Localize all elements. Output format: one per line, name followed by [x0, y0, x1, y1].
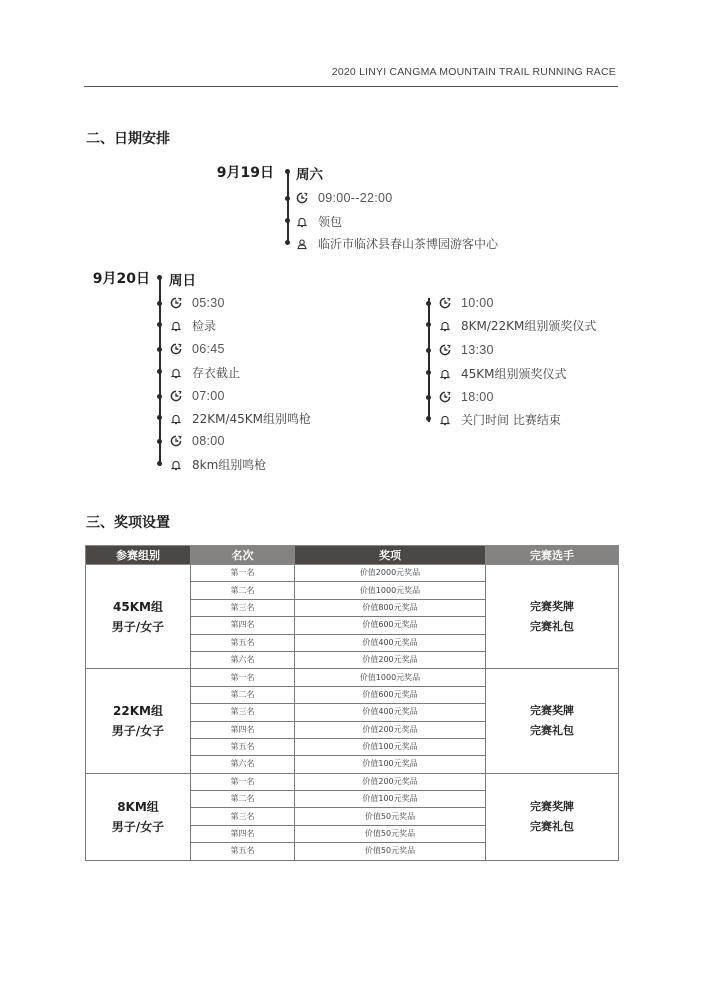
finisher-pack: 完赛礼包	[530, 724, 574, 738]
schedule-item-text: 临沂市临沭县春山茶博园游客中心	[318, 237, 499, 251]
timeline-dot	[426, 348, 431, 353]
rank-cell: 第三名	[191, 704, 295, 721]
prize-cell: 价值400元奖品	[295, 704, 486, 721]
day1-date: 9月19日	[216, 165, 274, 181]
clock-icon	[170, 297, 182, 309]
schedule-item-text: 13:30	[461, 343, 494, 357]
prize-cell: 价值800元奖品	[295, 599, 486, 616]
bell-icon	[439, 320, 451, 332]
schedule-item-text: 05:30	[192, 296, 225, 310]
schedule-item	[439, 390, 494, 404]
prize-cell: 价值2000元奖品	[295, 565, 486, 582]
finisher-pack: 完赛礼包	[530, 819, 574, 833]
schedule-item	[170, 364, 240, 381]
bell-icon	[170, 459, 182, 471]
header-divider	[84, 86, 618, 87]
awards-table	[85, 545, 619, 861]
rank-cell: 第二名	[191, 791, 295, 808]
day1-weekday: 周六	[296, 167, 323, 183]
table-row	[86, 565, 619, 582]
rank-cell: 第六名	[191, 756, 295, 773]
timeline-dot	[426, 370, 431, 375]
prize-cell: 价值100元奖品	[295, 791, 486, 808]
finisher-reward-cell	[486, 773, 619, 860]
schedule-item	[170, 456, 266, 473]
schedule-item	[170, 410, 311, 427]
schedule-item	[439, 365, 567, 382]
schedule-item-text: 检录	[192, 319, 217, 333]
finisher-medal: 完赛奖牌	[530, 704, 574, 718]
finisher-reward-cell	[486, 565, 619, 669]
schedule-item-text: 关门时间 比赛结束	[461, 413, 561, 427]
prize-cell: 价值100元奖品	[295, 756, 486, 773]
timeline-dot	[157, 347, 162, 352]
rank-cell: 第六名	[191, 651, 295, 668]
clock-icon	[439, 391, 451, 403]
bell-icon	[170, 413, 182, 425]
schedule-item	[170, 434, 225, 448]
rank-cell: 第五名	[191, 634, 295, 651]
column-header-rank: 名次	[191, 546, 295, 565]
rank-cell: 第一名	[191, 669, 295, 686]
group-distance: 22KM组	[113, 704, 163, 719]
group-gender: 男子/女子	[111, 619, 165, 634]
bell-icon	[170, 367, 182, 379]
rank-cell: 第四名	[191, 617, 295, 634]
awards-table-body	[86, 565, 619, 861]
prize-cell: 价值50元奖品	[295, 843, 486, 860]
finisher-medal: 完赛奖牌	[530, 799, 574, 813]
rank-cell: 第一名	[191, 773, 295, 790]
schedule-item-text: 06:45	[192, 342, 225, 356]
prize-cell: 价值400元奖品	[295, 634, 486, 651]
group-name-cell	[86, 773, 191, 860]
schedule-item-text: 07:00	[192, 389, 225, 403]
timeline-dot	[285, 240, 290, 245]
schedule-item-text: 22KM/45KM组别鸣枪	[192, 412, 312, 426]
timeline-dot	[157, 275, 162, 280]
clock-icon	[296, 192, 308, 204]
schedule-item	[170, 389, 225, 403]
prize-cell: 价值200元奖品	[295, 773, 486, 790]
schedule-item-text: 08:00	[192, 434, 225, 448]
group-gender: 男子/女子	[111, 819, 165, 834]
location-icon	[296, 238, 308, 250]
prize-cell: 价值50元奖品	[295, 808, 486, 825]
rank-cell: 第三名	[191, 808, 295, 825]
timeline-dot	[157, 322, 162, 327]
rank-cell: 第四名	[191, 825, 295, 842]
schedule-item	[439, 411, 561, 428]
column-header-finisher: 完赛选手	[486, 546, 619, 565]
prize-cell: 价值600元奖品	[295, 686, 486, 703]
schedule-item	[439, 296, 494, 310]
timeline-dot	[157, 439, 162, 444]
prize-cell: 价值200元奖品	[295, 651, 486, 668]
clock-icon	[439, 344, 451, 356]
schedule-item-text: 18:00	[461, 390, 494, 404]
timeline-dot	[285, 169, 290, 174]
timeline-dot	[426, 416, 431, 421]
awards-table-header-row	[86, 546, 619, 565]
day1-timeline-line	[287, 170, 289, 244]
table-row	[86, 669, 619, 686]
rank-cell: 第一名	[191, 565, 295, 582]
clock-icon	[170, 435, 182, 447]
schedule-item-text: 10:00	[461, 296, 494, 310]
timeline-dot	[285, 196, 290, 201]
schedule-item	[170, 317, 216, 334]
table-row	[86, 773, 619, 790]
day2-date: 9月20日	[92, 271, 150, 287]
finisher-reward-cell	[486, 669, 619, 773]
day2-right-timeline-line	[428, 298, 430, 422]
column-header-prize: 奖项	[295, 546, 486, 565]
timeline-dot	[426, 322, 431, 327]
schedule-item	[296, 213, 342, 230]
prize-cell: 价值50元奖品	[295, 825, 486, 842]
schedule-item	[170, 342, 225, 356]
group-name-cell	[86, 669, 191, 773]
day2-weekday: 周日	[169, 273, 196, 289]
prize-cell: 价值200元奖品	[295, 721, 486, 738]
prize-cell: 价值600元奖品	[295, 617, 486, 634]
finisher-medal: 完赛奖牌	[530, 599, 574, 613]
schedule-item	[296, 191, 393, 205]
bell-icon	[439, 368, 451, 380]
schedule-item	[170, 296, 225, 310]
timeline-dot	[157, 394, 162, 399]
rank-cell: 第四名	[191, 721, 295, 738]
schedule-item-text: 09:00--22:00	[318, 191, 393, 205]
schedule-item	[439, 343, 494, 357]
awards-section-title: 三、奖项设置	[86, 515, 170, 531]
schedule-item-text: 8km组别鸣枪	[192, 458, 267, 472]
timeline-dot	[157, 461, 162, 466]
schedule-item	[296, 235, 498, 252]
timeline-dot	[157, 369, 162, 374]
rank-cell: 第五名	[191, 738, 295, 755]
rank-cell: 第三名	[191, 599, 295, 616]
timeline-dot	[157, 301, 162, 306]
prize-cell: 价值1000元奖品	[295, 669, 486, 686]
prize-cell: 价值1000元奖品	[295, 582, 486, 599]
column-header-group: 参赛组别	[86, 546, 191, 565]
rank-cell: 第二名	[191, 582, 295, 599]
finisher-pack: 完赛礼包	[530, 619, 574, 633]
schedule-item	[439, 317, 596, 334]
bell-icon	[170, 320, 182, 332]
schedule-item-text: 领包	[318, 215, 343, 229]
bell-icon	[439, 414, 451, 426]
rank-cell: 第二名	[191, 686, 295, 703]
timeline-dot	[426, 301, 431, 306]
schedule-section-title: 二、日期安排	[86, 131, 170, 147]
clock-icon	[170, 390, 182, 402]
prize-cell: 价值100元奖品	[295, 738, 486, 755]
group-distance: 45KM组	[113, 599, 163, 614]
group-gender: 男子/女子	[111, 724, 165, 739]
timeline-dot	[426, 395, 431, 400]
rank-cell: 第五名	[191, 843, 295, 860]
schedule-item-text: 45KM组别颁奖仪式	[461, 367, 567, 381]
schedule-item-text: 存衣截止	[192, 366, 241, 380]
timeline-dot	[285, 218, 290, 223]
schedule-item-text: 8KM/22KM组别颁奖仪式	[461, 319, 597, 333]
group-distance: 8KM组	[117, 799, 159, 814]
clock-icon	[439, 297, 451, 309]
document-header-title: 2020 LINYI CANGMA MOUNTAIN TRAIL RUNNING RACE	[331, 66, 616, 78]
group-name-cell	[86, 565, 191, 669]
bell-icon	[296, 216, 308, 228]
clock-icon	[170, 343, 182, 355]
timeline-dot	[157, 415, 162, 420]
